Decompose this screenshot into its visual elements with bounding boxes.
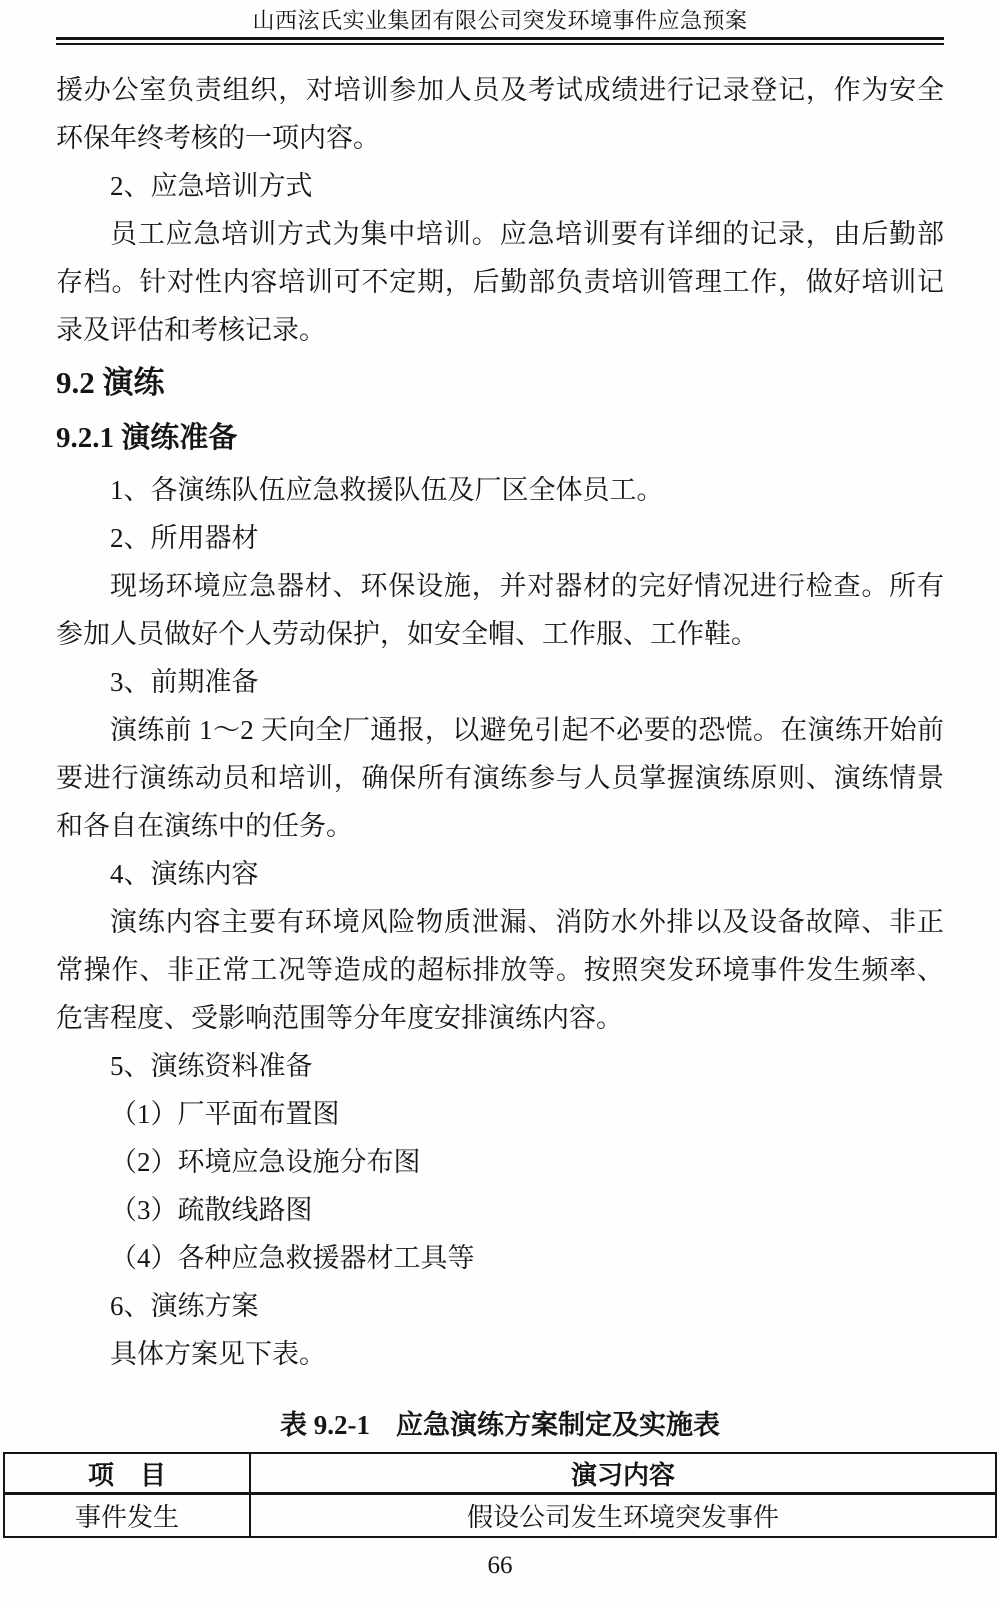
paragraph: 现场环境应急器材、环保设施，并对器材的完好情况进行检查。所有参加人员做好个人劳动保护，如安全帽、工作服、工作鞋。 bbox=[56, 571, 944, 649]
list-item: 2、应急培训方式 bbox=[110, 171, 313, 201]
running-header bbox=[0, 0, 1000, 45]
list-item: 1、各演练队伍应急救援队伍及厂区全体员工。 bbox=[110, 475, 664, 505]
drill-plan-table bbox=[3, 1452, 997, 1538]
page-number: 66 bbox=[487, 1552, 513, 1579]
running-header-title: 山西泫氏实业集团有限公司突发环境事件应急预案 bbox=[252, 8, 748, 33]
table-cell-item: 事件发生 bbox=[4, 1494, 250, 1538]
list-item: 6、演练方案 bbox=[110, 1291, 259, 1321]
table-header-content: 演习内容 bbox=[250, 1453, 996, 1494]
paragraph: 援办公室负责组织，对培训参加人员及考试成绩进行记录登记，作为安全环保年终考核的一项内容。 bbox=[56, 75, 944, 153]
table-cell-content: 假设公司发生环境突发事件 bbox=[250, 1494, 996, 1538]
table-header-item: 项 目 bbox=[4, 1453, 250, 1494]
document-body bbox=[56, 66, 944, 1378]
paragraph: 演练前 1～2 天向全厂通报，以避免引起不必要的恐慌。在演练开始前要进行演练动员和培训，确保所有演练参与人员掌握演练原则、演练情景和各自在演练中的任务。 bbox=[56, 715, 944, 841]
table-row bbox=[4, 1494, 996, 1538]
table-header-row bbox=[4, 1453, 996, 1494]
table-caption bbox=[0, 1408, 1000, 1442]
paragraph: 演练内容主要有环境风险物质泄漏、消防水外排以及设备故障、非正常操作、非正常工况等造成的超标排放等。按照突发环境事件发生频率、危害程度、受影响范围等分年度安排演练内容。 bbox=[56, 907, 944, 1033]
section-heading-9-2-1: 9.2.1 演练准备 bbox=[56, 422, 238, 454]
sub-list-item: （3）疏散线路图 bbox=[110, 1195, 313, 1225]
paragraph: 员工应急培训方式为集中培训。应急培训要有详细的记录，由后勤部存档。针对性内容培训可不定期，后勤部负责培训管理工作，做好培训记录及评估和考核记录。 bbox=[56, 219, 944, 345]
section-heading-9-2: 9.2 演练 bbox=[56, 365, 165, 400]
sub-list-item: （1）厂平面布置图 bbox=[110, 1099, 340, 1129]
list-item: 5、演练资料准备 bbox=[110, 1051, 313, 1081]
table-caption-label: 表 9.2-1 bbox=[280, 1410, 370, 1440]
sub-list-item: （2）环境应急设施分布图 bbox=[110, 1147, 421, 1177]
header-double-rule bbox=[56, 37, 944, 45]
list-item: 3、前期准备 bbox=[110, 667, 259, 697]
paragraph: 具体方案见下表。 bbox=[110, 1339, 326, 1369]
table-caption-title: 应急演练方案制定及实施表 bbox=[396, 1410, 720, 1440]
list-item: 2、所用器材 bbox=[110, 523, 259, 553]
sub-list-item: （4）各种应急救援器材工具等 bbox=[110, 1243, 475, 1273]
list-item: 4、演练内容 bbox=[110, 859, 259, 889]
